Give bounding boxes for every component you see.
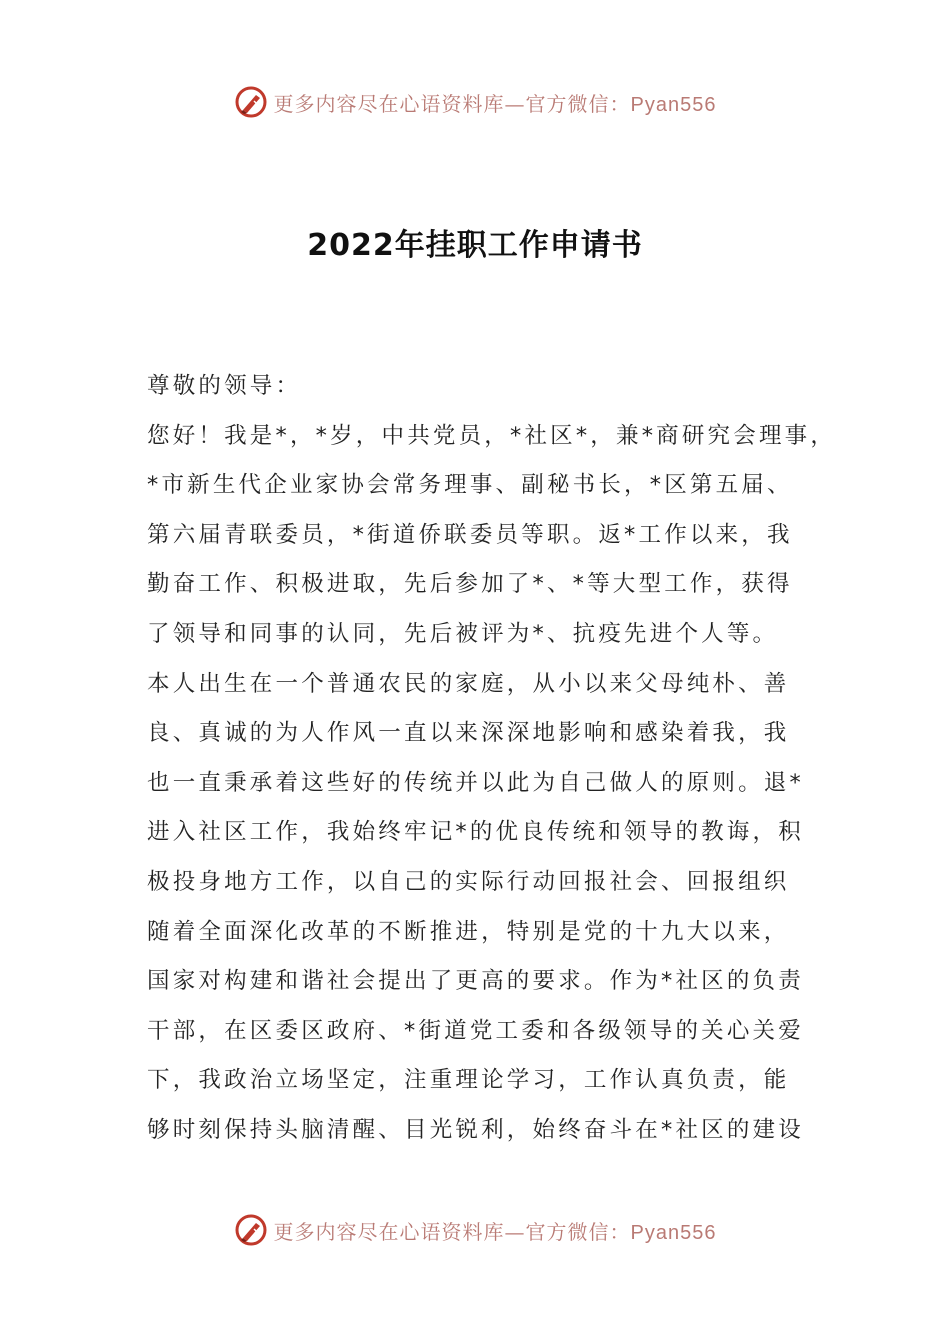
banner-text: 更多内容尽在心语资料库—官方微信：Pyan556 (273, 1219, 717, 1244)
text-line: 随着全面深化改革的不断推进，特别是党的十九大以来， (147, 918, 790, 945)
wechat-id: Pyan556 (630, 1221, 717, 1244)
text-line: 极投身地方工作，以自己的实际行动回报社会、回报组织 (147, 868, 790, 895)
pen-nib-icon (234, 85, 268, 119)
text-line: 进入社区工作，我始终牢记*的优良传统和领导的教诲，积 (147, 819, 804, 846)
text-line: 下，我政治立场坚定，注重理论学习，工作认真负责，能 (147, 1067, 790, 1094)
text-line: 也一直秉承着这些好的传统并以此为自己做人的原则。退* (147, 769, 804, 796)
text-line: 勤奋工作、积极进取，先后参加了*、*等大型工作，获得 (147, 571, 793, 598)
pen-nib-icon (234, 1213, 268, 1247)
letter-body (147, 362, 837, 1156)
wechat-id: Pyan556 (630, 93, 717, 116)
text-line: 了领导和同事的认同，先后被评为*、抗疫先进个人等。 (147, 620, 779, 647)
footer-banner (0, 1210, 950, 1250)
header-banner (0, 82, 950, 122)
text-line: 够时刻保持头脑清醒、目光锐利，始终奋斗在*社区的建设 (147, 1116, 804, 1143)
text-line: 尊敬的领导： (147, 373, 302, 399)
banner-text: 更多内容尽在心语资料库—官方微信：Pyan556 (273, 91, 717, 116)
text-line: 第六届青联委员，*街道侨联委员等职。返*工作以来，我 (147, 521, 793, 548)
text-line: *市新生代企业家协会常务理事、副秘书长，*区第五届、 (147, 472, 793, 499)
text-line: 国家对构建和谐社会提出了更高的要求。作为*社区的负责 (147, 968, 804, 995)
text-line: 干部，在区委区政府、*街道党工委和各级领导的关心关爱 (147, 1017, 804, 1044)
text-line: 本人出生在一个普通农民的家庭，从小以来父母纯朴、善 (147, 670, 790, 697)
text-line: 良、真诚的为人作风一直以来深深地影响和感染着我，我 (147, 720, 790, 747)
page-title: 2022年挂职工作申请书 (307, 228, 643, 263)
text-line: 您好！我是*，*岁，中共党员，*社区*，兼*商研究会理事， (147, 422, 837, 449)
